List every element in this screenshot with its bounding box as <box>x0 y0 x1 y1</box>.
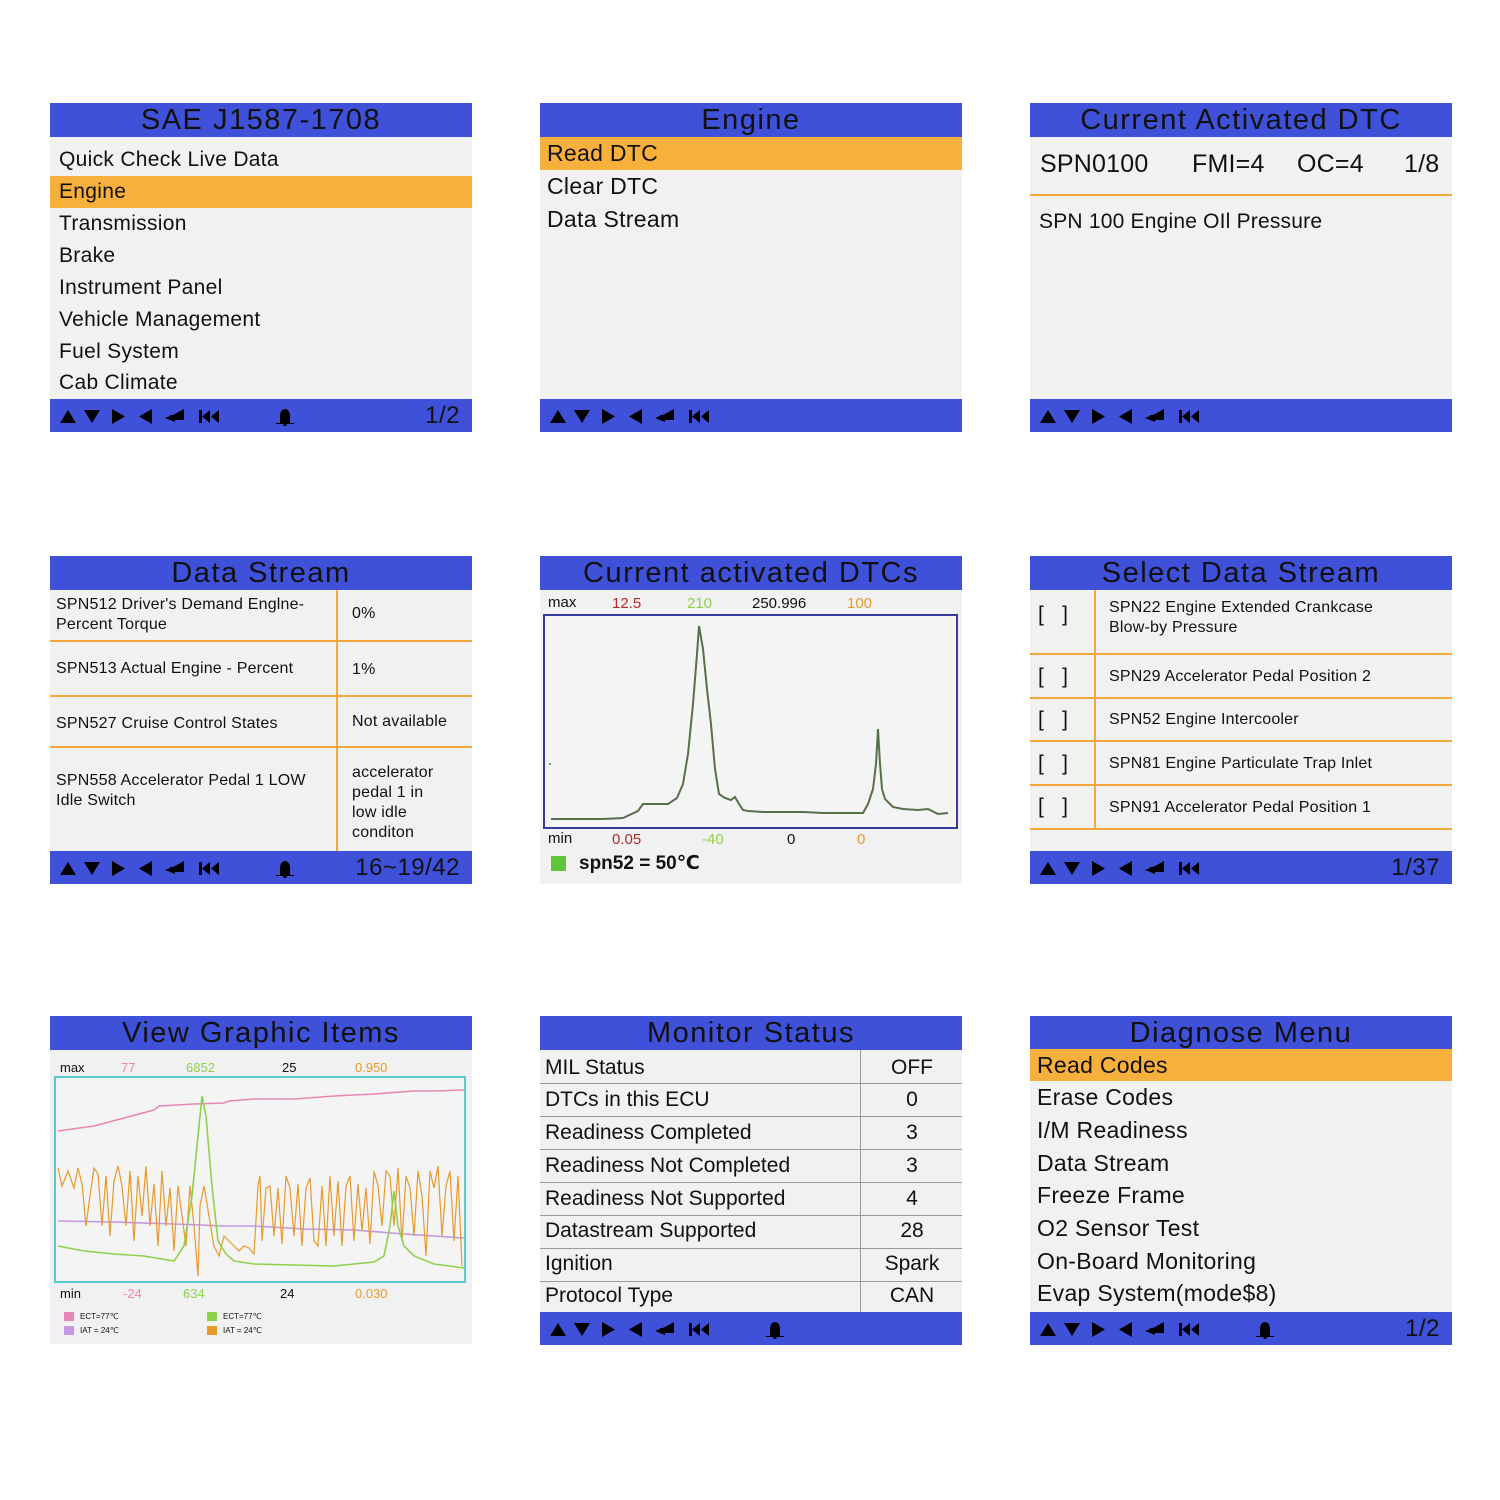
stream-item-label[interactable]: SPN22 Engine Extended Crankcase <box>1109 599 1374 616</box>
row-divider <box>1030 697 1452 699</box>
screen-title: SAE J1587-1708 <box>50 103 472 137</box>
row-divider <box>1030 653 1452 655</box>
row-divider <box>540 1182 962 1183</box>
screen-diagnose-menu <box>1030 1016 1452 1345</box>
page-indicator: 1/2 <box>425 402 460 429</box>
screen-title: Data Stream <box>50 556 472 590</box>
monitor-value: 0 <box>906 1088 918 1111</box>
checkbox[interactable]: [ ] <box>1038 603 1069 626</box>
nav-buttons-icon[interactable] <box>1038 1319 1278 1339</box>
legend-label: ECT=77℃ <box>223 1312 262 1321</box>
data-value: Not available <box>352 713 448 730</box>
row-divider <box>50 695 472 697</box>
screen-title: Current activated DTCs <box>540 556 962 590</box>
legend-label: ECT=77℃ <box>80 1312 119 1321</box>
data-value: 1% <box>352 661 376 678</box>
min-value-3: 0 <box>787 831 796 848</box>
page-indicator: 16~19/42 <box>355 854 460 881</box>
monitor-value: Spark <box>884 1252 940 1275</box>
row-divider <box>540 1215 962 1216</box>
stream-item-label[interactable]: SPN52 Engine Intercooler <box>1109 711 1299 728</box>
data-value: pedal 1 in <box>352 784 424 801</box>
menu-item-data-stream[interactable]: Data Stream <box>547 206 680 232</box>
monitor-value: 3 <box>906 1154 918 1177</box>
menu-item-vehicle-management[interactable]: Vehicle Management <box>59 308 261 331</box>
legend-label: IAT = 24℃ <box>223 1326 262 1335</box>
data-value: low idle <box>352 804 407 821</box>
screen-title: Monitor Status <box>540 1016 962 1050</box>
max-value-4: 100 <box>847 595 873 612</box>
nav-footer <box>540 1312 962 1345</box>
dtc-count: 1/8 <box>1404 150 1440 178</box>
row-divider <box>1030 784 1452 786</box>
menu-item-engine[interactable]: Engine <box>50 176 472 208</box>
nav-footer <box>1030 399 1452 432</box>
data-label: Idle Switch <box>56 792 136 809</box>
nav-buttons-icon[interactable] <box>58 406 298 426</box>
menu-item-transmission[interactable]: Transmission <box>59 212 187 235</box>
screen-data-stream <box>50 556 472 884</box>
monitor-value: 4 <box>906 1187 918 1210</box>
max-label: max <box>548 594 577 611</box>
screen-title: Select Data Stream <box>1030 556 1452 590</box>
screen-title: View Graphic Items <box>50 1016 472 1050</box>
row-divider <box>1030 740 1452 742</box>
max-value-3: 250.996 <box>752 595 807 612</box>
screen-dtc-graph <box>540 556 962 884</box>
menu-item-im-readiness[interactable]: I/M Readiness <box>1037 1117 1188 1143</box>
row-divider <box>540 1083 962 1084</box>
menu-item-quick-check[interactable]: Quick Check Live Data <box>59 148 279 171</box>
menu-item-fuel-system[interactable]: Fuel System <box>59 340 179 363</box>
max-value-3: 25 <box>282 1060 297 1075</box>
stream-item-label[interactable]: SPN91 Accelerator Pedal Position 1 <box>1109 799 1372 816</box>
monitor-value: 3 <box>906 1121 918 1144</box>
nav-footer <box>540 399 962 432</box>
screen-title: Current Activated DTC <box>1030 103 1452 137</box>
row-divider <box>540 1248 962 1249</box>
min-label: min <box>548 830 573 847</box>
min-value-1: -24 <box>123 1286 142 1301</box>
checkbox[interactable]: [ ] <box>1038 795 1069 818</box>
monitor-label: Ignition <box>545 1252 613 1275</box>
min-value-2: -40 <box>702 831 724 848</box>
menu-item-cab-climate[interactable]: Cab Climate <box>59 371 178 394</box>
min-value-1: 0.05 <box>612 831 642 848</box>
data-label: SPN558 Accelerator Pedal 1 LOW <box>56 772 306 789</box>
data-label: SPN513 Actual Engine - Percent <box>56 660 294 677</box>
column-divider <box>336 590 338 851</box>
max-value-2: 6852 <box>186 1060 215 1075</box>
menu-item-data-stream[interactable]: Data Stream <box>1037 1150 1170 1176</box>
legend-label: IAT = 24℃ <box>80 1326 119 1335</box>
screen-title: Engine <box>540 103 962 137</box>
data-label: SPN527 Cruise Control States <box>56 715 278 732</box>
nav-footer <box>50 399 472 432</box>
nav-footer <box>1030 851 1452 884</box>
divider <box>1030 194 1452 196</box>
min-value-2: 634 <box>183 1286 205 1301</box>
menu-item-instrument-panel[interactable]: Instrument Panel <box>59 276 223 299</box>
monitor-label: Datastream Supported <box>545 1219 757 1242</box>
column-divider <box>1094 590 1096 829</box>
checkbox[interactable]: [ ] <box>1038 752 1069 775</box>
monitor-value: 28 <box>900 1219 924 1242</box>
nav-footer <box>1030 1312 1452 1345</box>
monitor-label: Readiness Not Completed <box>545 1154 791 1177</box>
monitor-label: MIL Status <box>545 1056 645 1079</box>
screen-engine-menu <box>540 103 962 432</box>
data-value: conditon <box>352 824 415 841</box>
nav-buttons-icon[interactable] <box>1038 858 1278 878</box>
page-indicator: 1/37 <box>1391 854 1440 881</box>
max-value-1: 12.5 <box>612 595 642 612</box>
menu-item-onboard-monitoring[interactable]: On-Board Monitoring <box>1037 1248 1257 1274</box>
screen-monitor-status <box>540 1016 962 1345</box>
monitor-label: Readiness Not Supported <box>545 1187 786 1210</box>
nav-buttons-icon[interactable] <box>548 406 788 426</box>
max-value-4: 0.950 <box>355 1060 388 1075</box>
data-value: 0% <box>352 605 376 622</box>
data-label: Percent Torque <box>56 616 168 633</box>
legend-swatch-green <box>207 1312 217 1321</box>
data-label: SPN512 Driver's Demand Englne- <box>56 596 305 613</box>
menu-item-o2-sensor-test[interactable]: O2 Sensor Test <box>1037 1215 1200 1241</box>
readout-value: spn52 = 50℃ <box>579 853 700 874</box>
min-value-4: 0.030 <box>355 1286 388 1301</box>
dtc-fmi: FMI=4 <box>1192 150 1265 178</box>
screen-view-graphic-items <box>50 1016 472 1344</box>
menu-item-evap-system[interactable]: Evap System(mode$8) <box>1037 1280 1277 1306</box>
legend-swatch-orange <box>207 1326 217 1335</box>
page-indicator: 1/2 <box>1405 1315 1440 1342</box>
monitor-label: Readiness Completed <box>545 1121 752 1144</box>
max-value-1: 77 <box>121 1060 136 1075</box>
screen-current-dtc <box>1030 103 1452 432</box>
max-value-2: 210 <box>687 595 713 612</box>
dtc-description: SPN 100 Engine OIl Pressure <box>1039 210 1323 233</box>
nav-buttons-icon[interactable] <box>1038 406 1278 426</box>
stream-item-label[interactable]: SPN29 Accelerator Pedal Position 2 <box>1109 668 1372 685</box>
row-divider <box>50 640 472 642</box>
monitor-label: DTCs in this ECU <box>545 1088 710 1111</box>
legend-swatch-pink <box>64 1312 74 1321</box>
dtc-line-plot <box>543 614 959 830</box>
multi-line-plot <box>54 1076 468 1284</box>
screen-sae-menu <box>50 103 472 432</box>
legend-swatch-purple <box>64 1326 74 1335</box>
screen-select-data-stream <box>1030 556 1452 884</box>
monitor-value: OFF <box>891 1056 933 1079</box>
stream-item-label[interactable]: Blow-by Pressure <box>1109 619 1238 636</box>
min-value-4: 0 <box>857 831 866 848</box>
menu-item-freeze-frame[interactable]: Freeze Frame <box>1037 1182 1186 1208</box>
dtc-oc: OC=4 <box>1297 150 1364 178</box>
min-value-3: 24 <box>280 1286 295 1301</box>
nav-footer <box>50 851 472 884</box>
nav-buttons-icon[interactable] <box>548 1319 788 1339</box>
max-label: max <box>60 1060 85 1075</box>
data-value: accelerator <box>352 764 434 781</box>
monitor-value: CAN <box>889 1284 935 1307</box>
nav-buttons-icon[interactable] <box>58 858 298 878</box>
menu-item-erase-codes[interactable]: Erase Codes <box>1037 1084 1174 1110</box>
column-divider <box>860 1050 861 1312</box>
min-label: min <box>60 1286 81 1301</box>
row-divider <box>50 746 472 748</box>
stream-item-label[interactable]: SPN81 Engine Particulate Trap Inlet <box>1109 755 1373 772</box>
screen-title: Diagnose Menu <box>1030 1016 1452 1050</box>
menu-item-clear-dtc[interactable]: Clear DTC <box>547 173 659 199</box>
menu-item-read-codes[interactable]: Read Codes <box>1030 1049 1452 1081</box>
dtc-spn: SPN0100 <box>1040 150 1149 178</box>
menu-item-brake[interactable]: Brake <box>59 244 116 267</box>
monitor-label: Protocol Type <box>545 1284 674 1307</box>
menu-item-read-dtc[interactable]: Read DTC <box>540 137 962 170</box>
row-divider <box>1030 828 1452 830</box>
checkbox[interactable]: [ ] <box>1038 708 1069 731</box>
legend-swatch-green <box>551 856 566 871</box>
row-divider <box>540 1116 962 1117</box>
checkbox[interactable]: [ ] <box>1038 665 1069 688</box>
row-divider <box>540 1149 962 1150</box>
